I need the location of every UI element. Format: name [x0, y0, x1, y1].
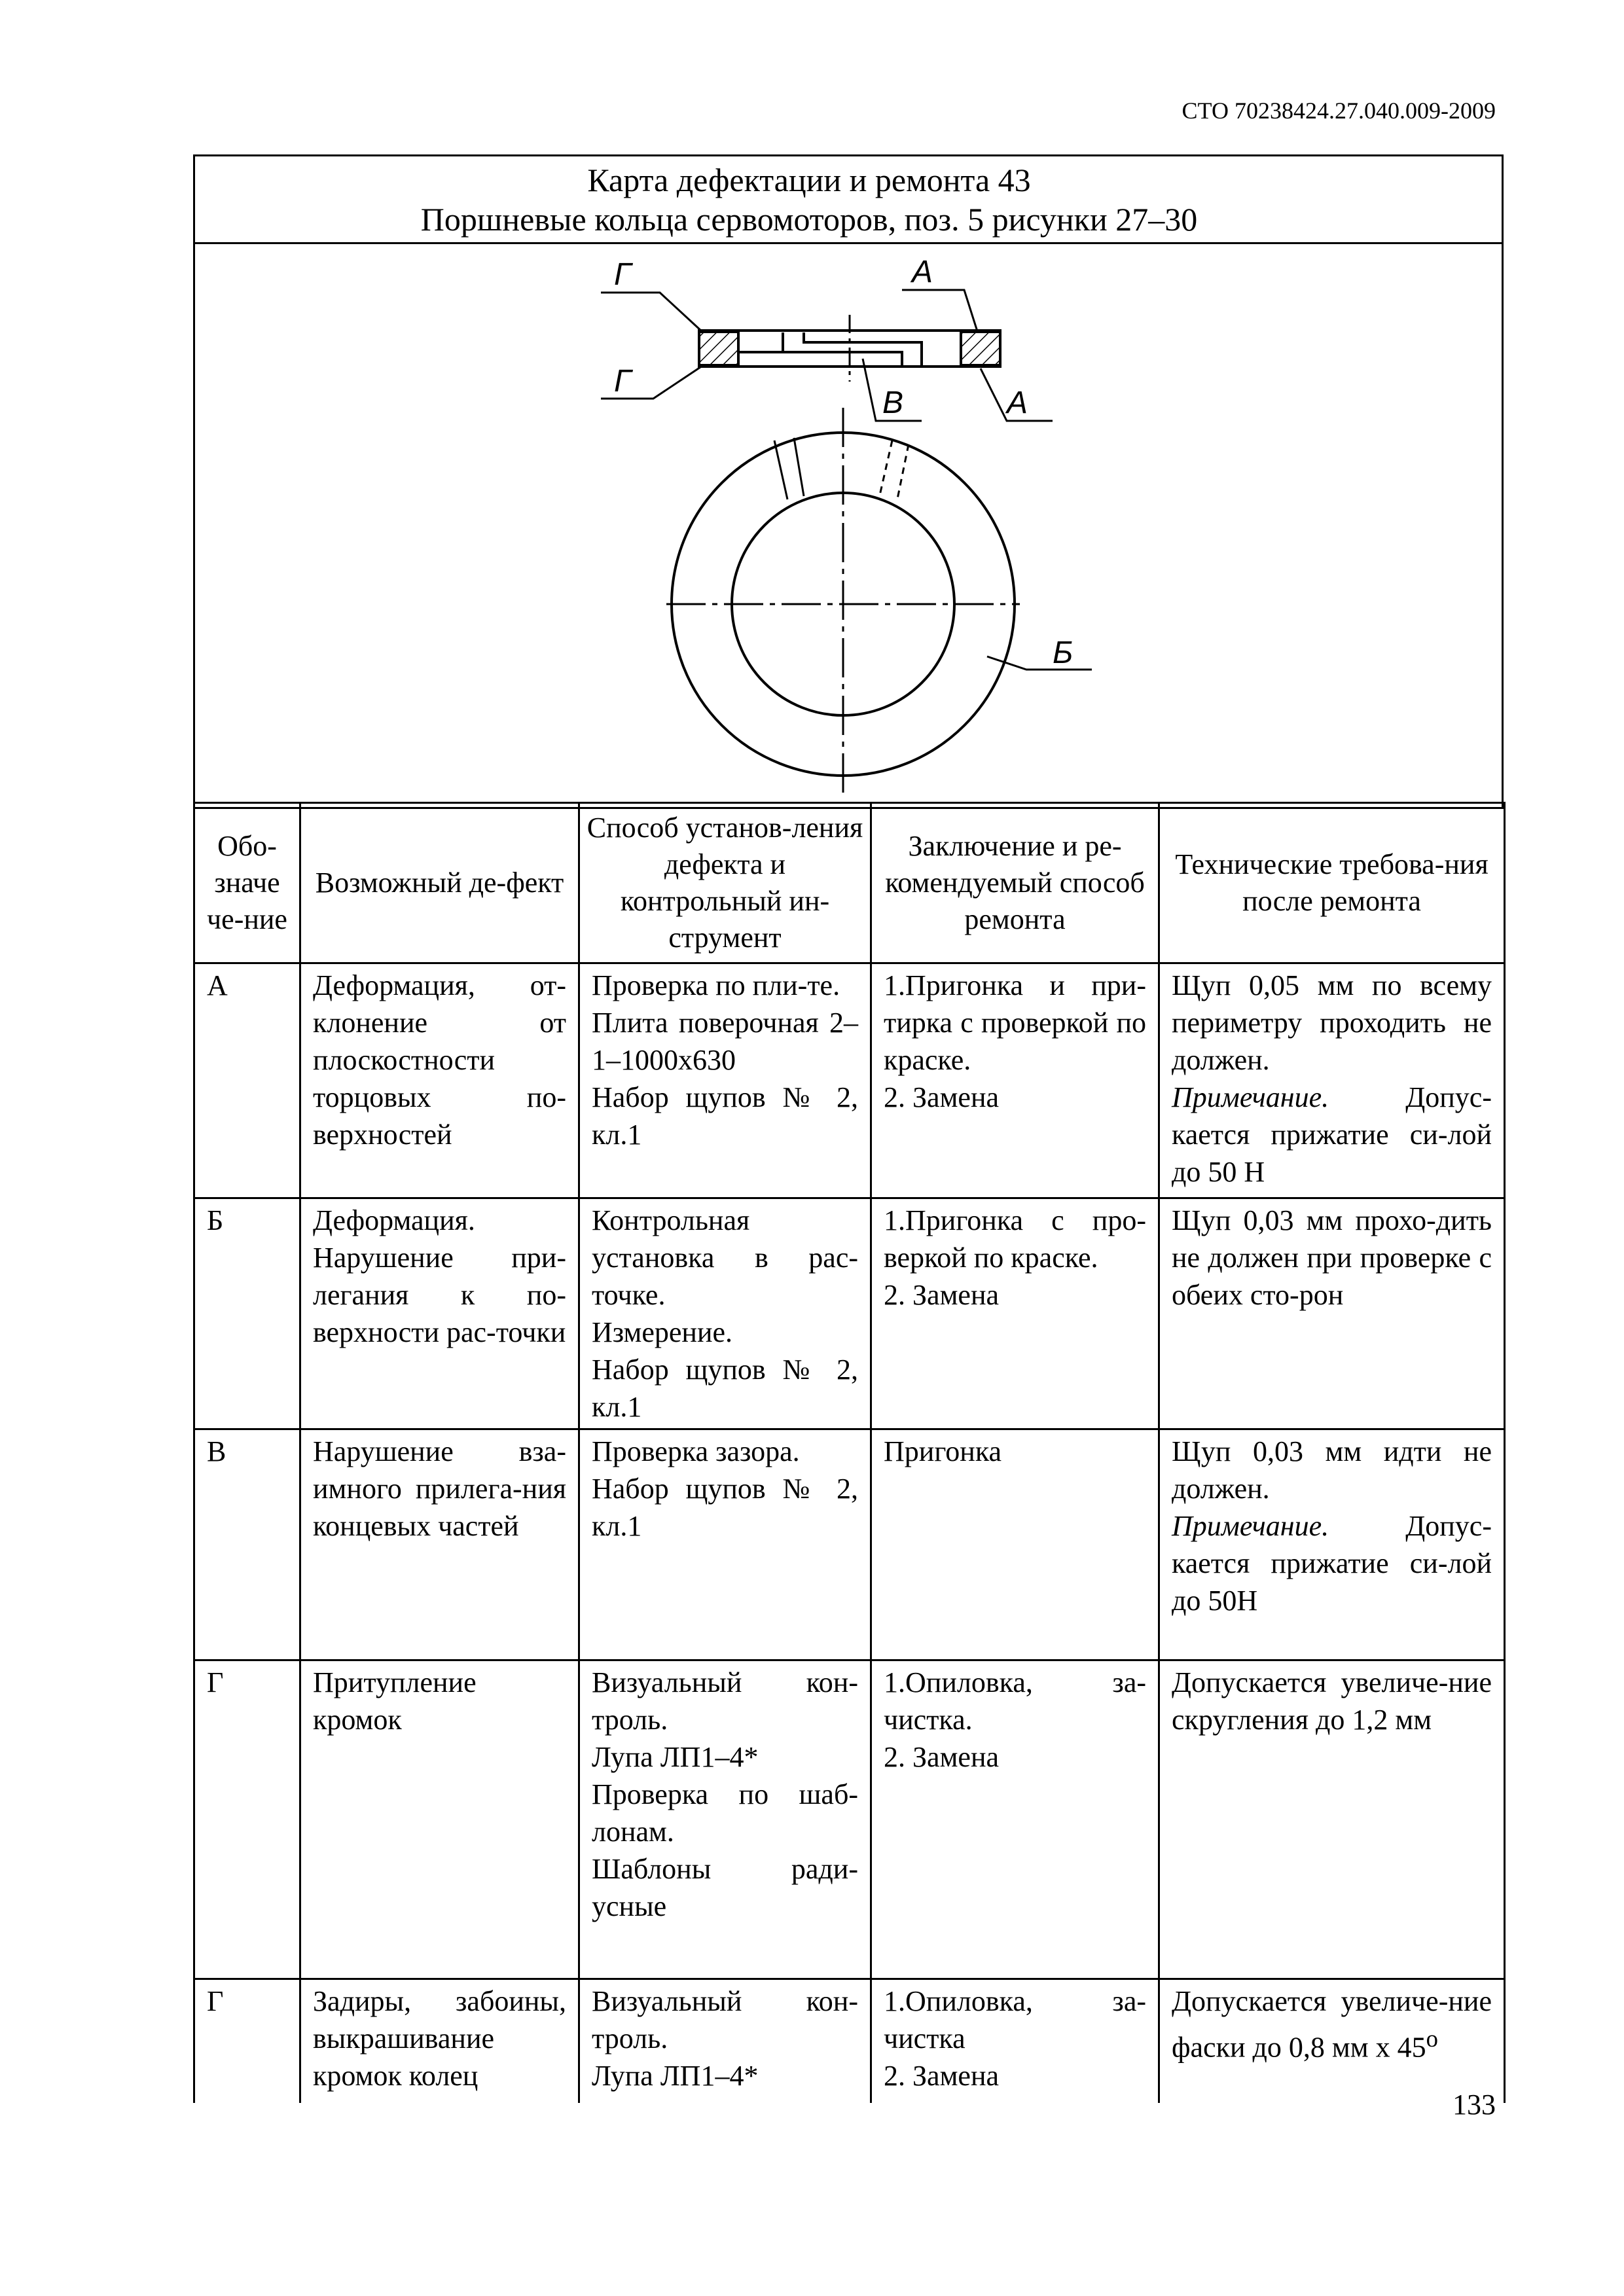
row-requirements: Допускается увеличе-ние фаски до 0,8 мм х $45^о$ [1159, 1979, 1505, 2104]
table-row [194, 1979, 1505, 2104]
row-defect: Нарушение вза-имного прилега-ния концевых частей [300, 1429, 579, 1660]
header-code: Обо-значе че-ние [194, 803, 300, 963]
card-title-line2: Поршневые кольца сервомоторов, поз. 5 рисунки 27–30 [420, 201, 1198, 238]
row-code: В [194, 1429, 300, 1660]
ring-plan-view [666, 408, 1020, 794]
table-row [194, 1660, 1505, 1979]
header-method: Способ установ-ления дефекта и контрольный ин-струмент [579, 803, 871, 963]
row-requirements: Щуп 0,05 мм по всему периметру проходить не должен. Примечание. Допус-кается прижатие си-лой до 50 Н [1159, 963, 1505, 1198]
row-conclusion: 1.Опиловка, за-чистка 2. Замена [871, 1979, 1159, 2104]
note-text: Допус-кается прижатие си-лой до 50Н [1172, 1510, 1492, 1617]
row-requirements: Допускается увеличе-ние скругления до 1,2 мм [1159, 1660, 1505, 1979]
hatched-section-left [699, 332, 738, 365]
card-title-line1: Карта дефектации и ремонта 43 [587, 162, 1031, 198]
table-header-row [194, 803, 1505, 963]
row-defect: Притупление кромок [300, 1660, 579, 1979]
header-defect: Возможный де-фект [300, 803, 579, 963]
label-v: В [882, 386, 904, 420]
table-row [194, 963, 1505, 1198]
note-label: Примечание. [1172, 1510, 1329, 1542]
table-row [194, 1429, 1505, 1660]
document-code: СТО 70238424.27.040.009-2009 [1182, 98, 1496, 124]
ring-cross-section [699, 315, 1000, 382]
page-number: 133 [1453, 2089, 1496, 2121]
hatched-section-right [961, 332, 1000, 365]
defect-table [193, 802, 1506, 2103]
row-defect: Деформация, от-клонение от плоскостности торцовых по-верхностей [300, 963, 579, 1198]
label-a-bottom: А [1007, 386, 1028, 420]
header-requirements: Технические требова-ния после ремонта [1159, 803, 1505, 963]
row-code: Г [194, 1979, 300, 2104]
row-defect: Задиры, забоины, выкрашивание кромок колец [300, 1979, 579, 2104]
label-a-top: А [912, 255, 933, 289]
row-conclusion: 1.Опиловка, за-чистка. 2. Замена [871, 1660, 1159, 1979]
row-method: Визуальный кон-троль. Лупа ЛП1–4* Проверка по шаб-лонам. Шаблоны ради-усные [579, 1660, 871, 1979]
card-frame [193, 154, 1504, 809]
row-defect: Деформация. Нарушение при-легания к по-верхности рас-точки [300, 1198, 579, 1429]
row-method: Проверка по пли-те. Плита поверочная 2–1–1000х630 Набор щупов № 2, кл.1 [579, 963, 871, 1198]
piston-ring-drawing [195, 244, 1502, 807]
note-label: Примечание. [1172, 1081, 1329, 1113]
row-requirements: Щуп 0,03 мм прохо-дить не должен при проверке с обеих сто-рон [1159, 1198, 1505, 1429]
row-code: А [194, 963, 300, 1198]
row-conclusion: Пригонка [871, 1429, 1159, 1660]
row-requirements: Щуп 0,03 мм идти не должен. Примечание. Допус-кается прижатие си-лой до 50Н [1159, 1429, 1505, 1660]
degree-mark: о [1426, 2025, 1438, 2052]
row-conclusion: 1.Пригонка с про-веркой по краске. 2. Замена [871, 1198, 1159, 1429]
row-conclusion: 1.Пригонка и при-тирка с проверкой по краске. 2. Замена [871, 963, 1159, 1198]
label-g-top: Г [614, 257, 632, 292]
note-text: Допус-кается прижатие си-лой до 50 Н [1172, 1081, 1492, 1188]
row-method: Проверка зазора. Набор щупов № 2, кл.1 [579, 1429, 871, 1660]
table-row [194, 1198, 1505, 1429]
header-conclusion: Заключение и ре-комендуемый способ ремонта [871, 803, 1159, 963]
row-code: Б [194, 1198, 300, 1429]
row-method: Контрольная установка в рас-точке. Измерение. Набор щупов № 2, кл.1 [579, 1198, 871, 1429]
row-method: Визуальный кон-троль. Лупа ЛП1–4* [579, 1979, 871, 2104]
label-b: Б [1053, 636, 1074, 670]
card-title [195, 156, 1502, 244]
row-code: Г [194, 1660, 300, 1979]
label-g-bottom: Г [614, 364, 632, 399]
